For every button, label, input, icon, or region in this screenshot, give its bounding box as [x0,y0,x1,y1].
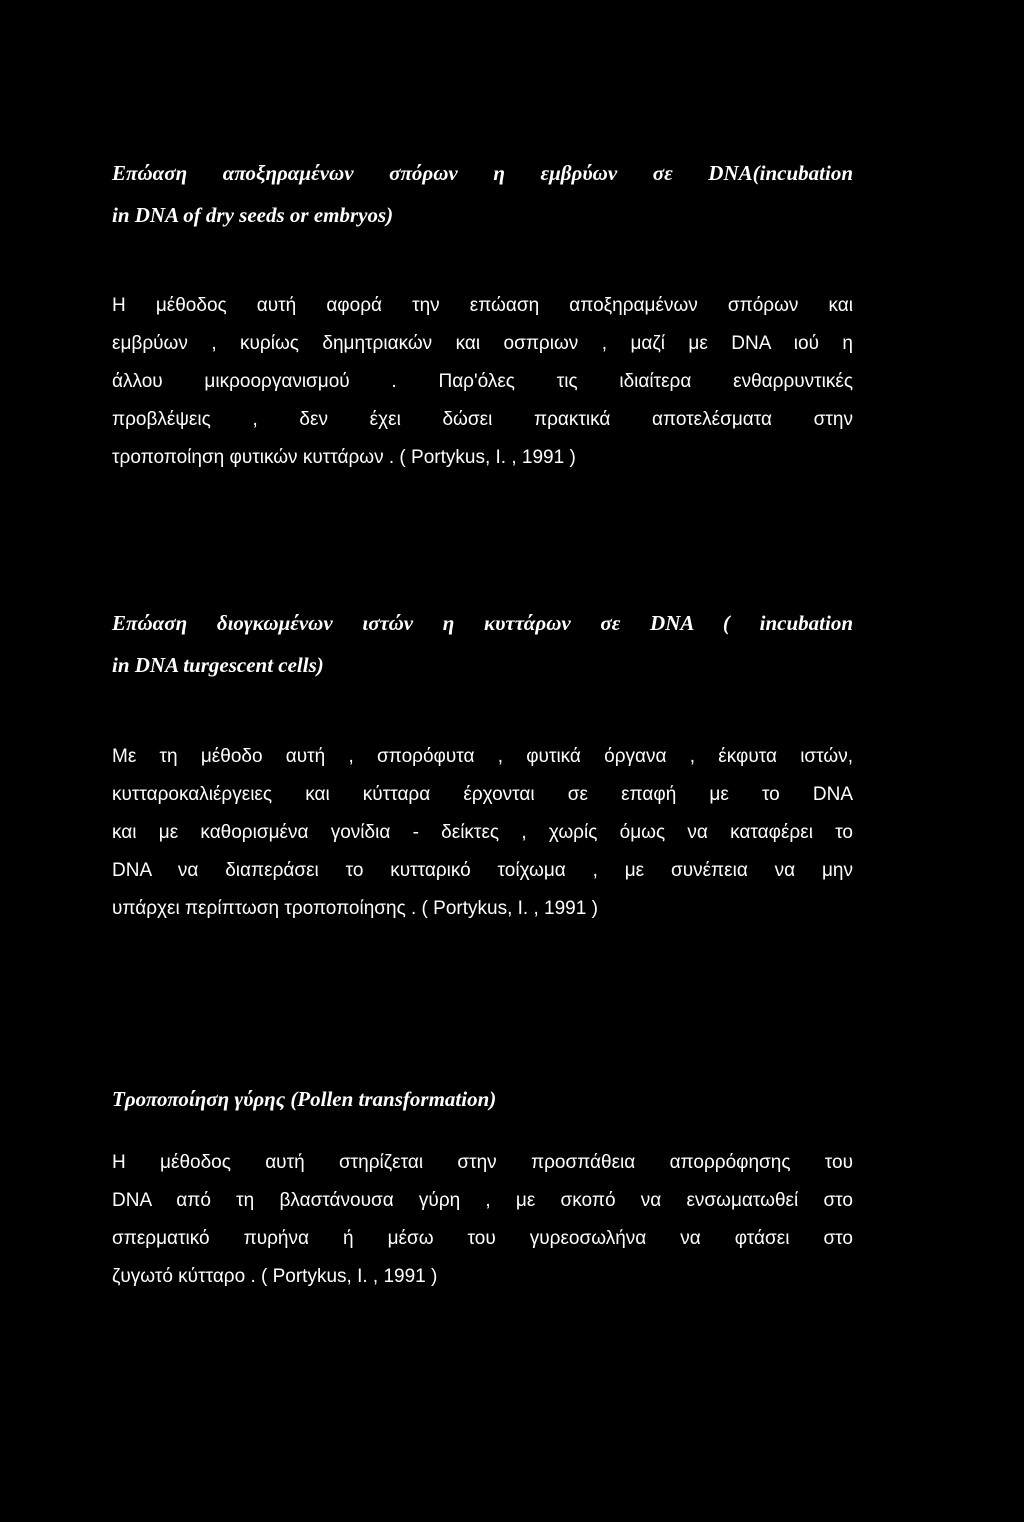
section-heading [112,152,853,236]
paragraph-line: σπερματικό πυρήνα ή μέσω του γυρεοσωλήνα να φτάσει στο [112,1228,853,1249]
heading-line: in DNA turgescent cells) [112,653,324,677]
paragraph-line: κυτταροκαλιέργειες και κύτταρα έρχονται σε επαφή με το DNA [112,784,853,805]
paragraph-line: Η μέθοδος αυτή στηρίζεται στην προσπάθεια απορρόφησης του [112,1152,853,1173]
paragraph-line: ζυγωτό κύτταρο . ( Portykus, I. , 1991 ) [112,1266,438,1287]
heading-line: Τροποποίηση γύρης (Pollen transformation) [112,1087,497,1111]
paragraph-line: προβλέψεις , δεν έχει δώσει πρακτικά αποτελέσματα στην [112,409,853,430]
section-pollen-transformation-body [112,1144,853,1296]
section-turgescent-cells [112,602,853,686]
paragraph-line: και με καθορισμένα γονίδια - δείκτες , χωρίς όμως να καταφέρει το [112,822,853,843]
section-dry-seeds-body [112,287,853,477]
paragraph-line: τροποποίηση φυτικών κυττάρων . ( Portykus, I. , 1991 ) [112,447,576,468]
section-turgescent-cells-body [112,738,853,928]
paragraph-line: DNA από τη βλαστάνουσα γύρη , με σκοπό να ενσωματωθεί στο [112,1190,853,1211]
heading-line: in DNA of dry seeds or embryos) [112,203,394,227]
section-dry-seeds [112,152,853,236]
document-page [112,0,853,1522]
paragraph-line: άλλου μικροοργανισμού . Παρ'όλες τις ιδιαίτερα ενθαρρυντικές [112,371,853,392]
paragraph-line: Η μέθοδος αυτή αφορά την επώαση αποξηραμένων σπόρων και [112,295,853,316]
heading-line: Επώαση αποξηραμένων σπόρων η εμβρύων σε DNA(incubation [112,161,853,185]
paragraph-line: DNA να διαπεράσει το κυτταρικό τοίχωμα , με συνέπεια να μην [112,860,853,881]
paragraph-line: υπάρχει περίπτωση τροποποίησης . ( Portykus, I. , 1991 ) [112,898,598,919]
section-pollen-transformation [112,1078,853,1120]
paragraph-line: Με τη μέθοδο αυτή , σπορόφυτα , φυτικά όργανα , έκφυτα ιστών, [112,746,853,767]
paragraph-line: εμβρύων , κυρίως δημητριακών και οσπριων , μαζί με DNA ιού η [112,333,853,354]
heading-line: Επώαση διογκωμένων ιστών η κυττάρων σε DNA ( incubation [112,611,853,635]
